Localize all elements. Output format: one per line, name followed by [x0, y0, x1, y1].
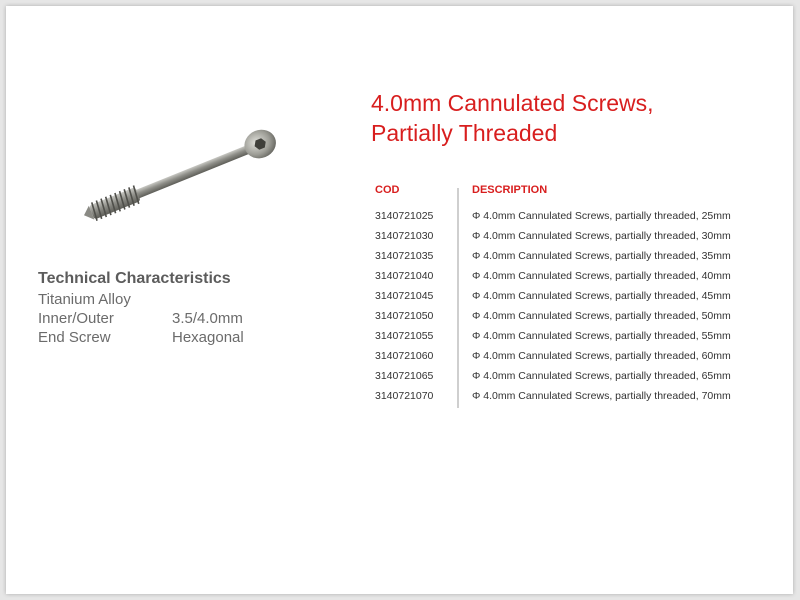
catalog-page — [6, 6, 793, 594]
tech-row — [38, 328, 244, 347]
row-code: 3140721040 — [375, 270, 434, 282]
row-description: Φ 4.0mm Cannulated Screws, partially threaded, 50mm — [472, 310, 731, 322]
row-code: 3140721065 — [375, 370, 434, 382]
tech-value: Hexagonal — [172, 329, 244, 346]
table-row — [369, 326, 779, 346]
row-description: Φ 4.0mm Cannulated Screws, partially threaded, 70mm — [472, 390, 731, 402]
table-row — [369, 306, 779, 326]
title-line-1: 4.0mm Cannulated Screws, — [371, 90, 654, 116]
tech-row — [38, 309, 244, 328]
tech-label: End Screw — [38, 329, 111, 346]
tech-heading: Technical Characteristics — [38, 270, 231, 287]
row-description: Φ 4.0mm Cannulated Screws, partially threaded, 30mm — [472, 230, 731, 242]
row-code: 3140721045 — [375, 290, 434, 302]
header-code: COD — [375, 184, 400, 196]
table-row — [369, 366, 779, 386]
table-row — [369, 206, 779, 226]
row-description: Φ 4.0mm Cannulated Screws, partially threaded, 65mm — [472, 370, 731, 382]
row-code: 3140721050 — [375, 310, 434, 322]
technical-characteristics — [38, 268, 244, 347]
row-description: Φ 4.0mm Cannulated Screws, partially threaded, 60mm — [472, 350, 731, 362]
screw-image — [76, 124, 296, 224]
table-row — [369, 246, 779, 266]
table-row — [369, 266, 779, 286]
product-table — [369, 184, 779, 406]
table-header — [369, 184, 779, 206]
row-code: 3140721025 — [375, 210, 434, 222]
table-row — [369, 386, 779, 406]
header-description: DESCRIPTION — [472, 184, 548, 196]
row-code: 3140721070 — [375, 390, 434, 402]
row-code: 3140721055 — [375, 330, 434, 342]
tech-material — [38, 290, 244, 309]
row-code: 3140721030 — [375, 230, 434, 242]
tech-material-value: Titanium Alloy — [38, 291, 131, 308]
row-description: Φ 4.0mm Cannulated Screws, partially threaded, 40mm — [472, 270, 731, 282]
table-row — [369, 226, 779, 246]
screw-thread — [81, 185, 142, 224]
table-row — [369, 286, 779, 306]
row-description: Φ 4.0mm Cannulated Screws, partially threaded, 45mm — [472, 290, 731, 302]
table-row — [369, 346, 779, 366]
tech-value: 3.5/4.0mm — [172, 310, 243, 327]
column-divider — [457, 188, 459, 408]
row-code: 3140721060 — [375, 350, 434, 362]
row-code: 3140721035 — [375, 250, 434, 262]
tech-label: Inner/Outer — [38, 310, 114, 327]
row-description: Φ 4.0mm Cannulated Screws, partially threaded, 35mm — [472, 250, 731, 262]
row-description: Φ 4.0mm Cannulated Screws, partially threaded, 55mm — [472, 330, 731, 342]
row-description: Φ 4.0mm Cannulated Screws, partially threaded, 25mm — [472, 210, 731, 222]
page-title — [371, 88, 791, 148]
title-line-2: Partially Threaded — [371, 120, 558, 146]
